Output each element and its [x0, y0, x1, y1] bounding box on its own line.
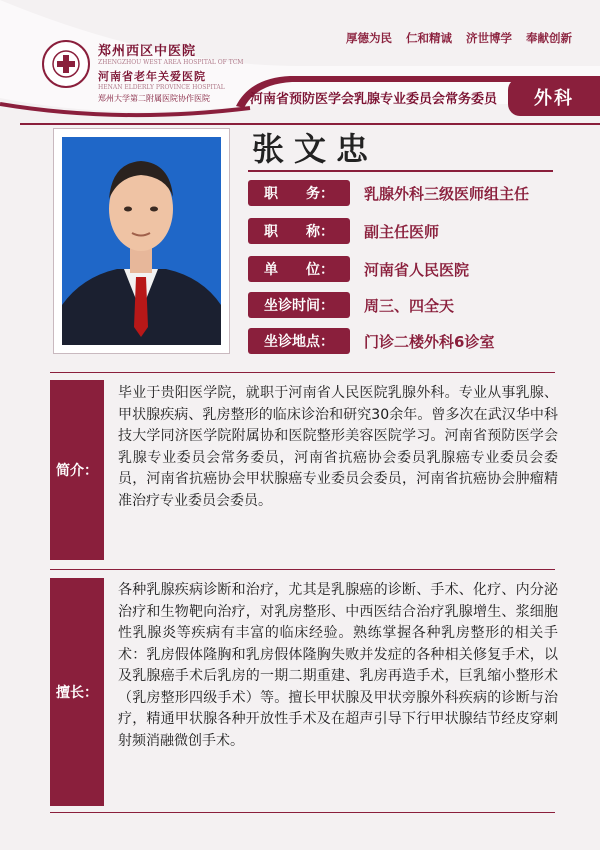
- info-value: 乳腺外科三级医师组主任: [364, 184, 530, 203]
- divider: [50, 569, 555, 570]
- specialty-label: 擅长：: [50, 578, 104, 806]
- info-value: 周三、四全天: [364, 296, 455, 315]
- info-value: 河南省人民医院: [364, 260, 470, 279]
- intro-text: 毕业于贵阳医学院，就职于河南省人民医院乳腺外科。专业从事乳腺、甲状腺疾病、乳房整形的临床诊治和研究30余年。曾多次在武汉华中科技大学同济医学院附属协和医院整形美容医院学习。河南省预防医学会乳腺专业委员会常务委员，河南省抗癌协会委员乳腺癌专业委员会委员，河南省抗癌协会甲状腺癌专业委员会委员，河南省抗癌协会肿瘤精准治疗专业委员会委员。: [118, 385, 558, 509]
- info-row-clinic-location: [248, 328, 494, 354]
- doctor-name: 张文忠: [252, 130, 379, 168]
- divider: [50, 812, 555, 813]
- divider: [248, 170, 553, 172]
- info-row-unit: [248, 256, 469, 282]
- logo-line-3: 河南省老年关爱医院: [98, 70, 206, 83]
- info-value: 副主任医师: [364, 222, 440, 241]
- slogan-item: 奉献创新: [526, 31, 572, 45]
- divider: [50, 372, 555, 373]
- committee-banner: 河南省预防医学会乳腺专业委员会常务委员: [250, 92, 498, 107]
- logo-line-2: ZHENGZHOU WEST AREA HOSPITAL OF TCM: [98, 59, 244, 66]
- hospital-emblem-icon: [42, 40, 90, 88]
- logo-line-5: 郑州大学第二附属医院协作医院: [98, 94, 210, 103]
- slogan-item: 济世博学: [466, 31, 512, 45]
- department-tag: 外科: [508, 78, 600, 116]
- info-row-clinic-time: [248, 292, 454, 318]
- slogan-item: 厚德为民: [346, 31, 392, 45]
- slogan-item: 仁和精诚: [406, 31, 452, 45]
- info-value: 门诊二楼外科6诊室: [364, 332, 495, 351]
- intro-label: 简介：: [50, 380, 104, 560]
- doctor-photo: [62, 137, 221, 345]
- info-row-position: [248, 180, 529, 206]
- info-label: 单 位：: [248, 256, 350, 282]
- info-label: 职 称：: [248, 218, 350, 244]
- info-label: 坐诊时间：: [248, 292, 350, 318]
- specialty-text: 各种乳腺疾病诊断和治疗，尤其是乳腺癌的诊断、手术、化疗、内分泌治疗和生物靶向治疗，对乳房整形、中西医结合治疗乳腺增生、浆细胞性乳腺炎等疾病有丰富的临床经验。熟练掌握各种乳房整形的相关手术：乳房假体隆胸和乳房假体隆胸失败并发症的各种相关修复手术，以及乳腺癌手术后乳房的一期二期重建、乳房再造手术，巨乳缩小整形术（乳房整形四级手术）等。擅长甲状腺及甲状旁腺外科疾病的诊断与治疗，精通甲状腺各种开放性手术及在超声引导下行甲状腺结节经皮穿刺射频消融微创手术。: [118, 582, 558, 749]
- info-label: 坐诊地点：: [248, 328, 350, 354]
- logo-line-1: 郑州西区中医院: [98, 44, 197, 59]
- logo-line-4: HENAN ELDERLY PROVINCE HOSPITAL: [98, 84, 225, 91]
- hospital-logo: [42, 34, 244, 103]
- doctor-photo-frame: [53, 128, 230, 354]
- info-label: 职 务：: [248, 180, 350, 206]
- slogan-bar: [346, 30, 572, 46]
- info-row-title: [248, 218, 439, 244]
